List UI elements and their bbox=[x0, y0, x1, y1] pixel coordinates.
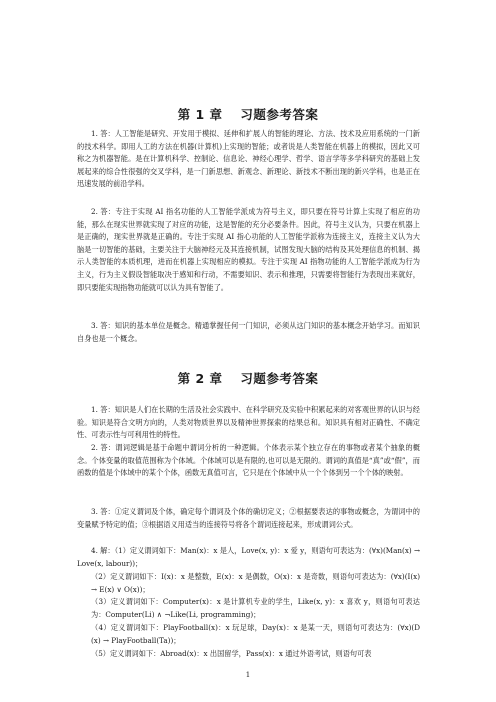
ch2-answer-2: 2. 答：谓词逻辑是基于命题中谓词分析的一种逻辑。个体表示某个独立存在的事物或者某个抽象的概念。个体变量的取值范围称为个体域。个体域可以是有限的,也可以是无限的。谓词的真值是“真”或“假”，而函数的值是个体域中的某个个体，函数无真值可言，它只是在个体域中从一个个体到另一个个体的映射。 bbox=[77, 443, 420, 478]
page-number: 1 bbox=[245, 671, 251, 679]
ch1-answer-2: 2. 答：专注于实现 AI 指名功能的人工智能学派成为符号主义，即只要在符号计算上实现了相应的功能，那么在现实世界就实现了对应的功能，这是智能的充分必要条件。因此，符号主义认为，只要在机器上是正确的，现实世界就是正确的。专注于实现 AI 指心功能的人工智能学派称为连接主义，连接主义认为大脑是一切智能的基础，主要关注于大脑神经元及其连接机制，试图发现大脑的结构及其处理信息的机制、揭示人类智能的本质机理，进而在机器上实现相应的模拟。专注于实现 AI 指物功能的人工智能学派成为行为主义，行为主义假设智能取决于感知和行动，不需要知识、表示和推理，只需要将智能行为表现出来就好，即只要能实现指物功能就可以认为具有智能了。 bbox=[77, 207, 420, 292]
ch1-answer-3: 3. 答：知识的基本单位是概念。精通掌握任何一门知识，必须从这门知识的基本概念开始学习。而知识自身也是一个概念。 bbox=[77, 321, 420, 343]
ch2-answer-4-item-2: （2）定义谓词如下：I(x)：x 是整数，E(x)：x 是偶数，O(x)：x 是奇数，则语句可表达为：(∀x)(I(x) → E(x) ∨ O(x))； bbox=[91, 572, 420, 594]
ch2-answer-1: 1. 答：知识是人们在长期的生活及社会实践中、在科学研究及实验中积累起来的对客观世界的认识与经验。知识是符合文明方向的，人类对物质世界以及精神世界探索的结果总和。知识具有相对正确性、不确定性、可表示性与可利用性的特性。 bbox=[77, 405, 420, 440]
ch1-answer-1: 1. 答：人工智能是研究、开发用于模拟、延伸和扩展人的智能的理论、方法、技术及应用系统的一门新的技术科学。即用人工的方法在机器(计算机)上实现的智能；或者说是人类智能在机器上的模拟，因此又可称之为机器智能。是在计算机科学、控制论、信息论、神经心理学、哲学、语言学等多学科研究的基础上发展起来的综合性很强的交叉学科，是一门新思想、新观念、新理论、新技术不断出现的新兴学科，也是正在迅速发展的前沿学科。 bbox=[77, 129, 420, 189]
ch2-answer-4-item-5: （5）定义谓词如下：Abroad(x)：x 出国留学，Pass(x)：x 通过外语考试，则语句可表 bbox=[91, 649, 372, 658]
chapter-2-title: 第 2 章 习题参考答案 bbox=[177, 371, 319, 386]
ch2-answer-3: 3. 答：①定义谓词及个体，确定每个谓词及个体的确切定义；②根据要表达的事物或概念，为谓词中的变量赋予特定的值；③根据语义用适当的连接符号将各个谓词连接起来，形成谓词公式。 bbox=[77, 507, 420, 529]
chapter-1-title: 第 1 章 习题参考答案 bbox=[177, 107, 319, 122]
ch2-answer-4: 4. 解：（1）定义谓词如下：Man(x)：x 是人，Love(x, y)：x 爱 y，则语句可表达为：(∀x)(Man(x) → Love(x, labour))； bbox=[77, 546, 420, 568]
ch2-answer-4-item-4: （4）定义谓词如下：PlayFootball(x)：x 玩足球，Day(x)：x 是某一天，则语句可表达为：(∀x)(D(x) → PlayFootball(Ta))； bbox=[91, 623, 420, 645]
ch2-answer-4-item-3: （3）定义谓词如下：Computer(x)：x 是计算机专业的学生，Like(x, y)：x 喜欢 y，则语句可表达为：Computer(Li) ∧ ¬Like(Li, programming)； bbox=[91, 597, 420, 619]
